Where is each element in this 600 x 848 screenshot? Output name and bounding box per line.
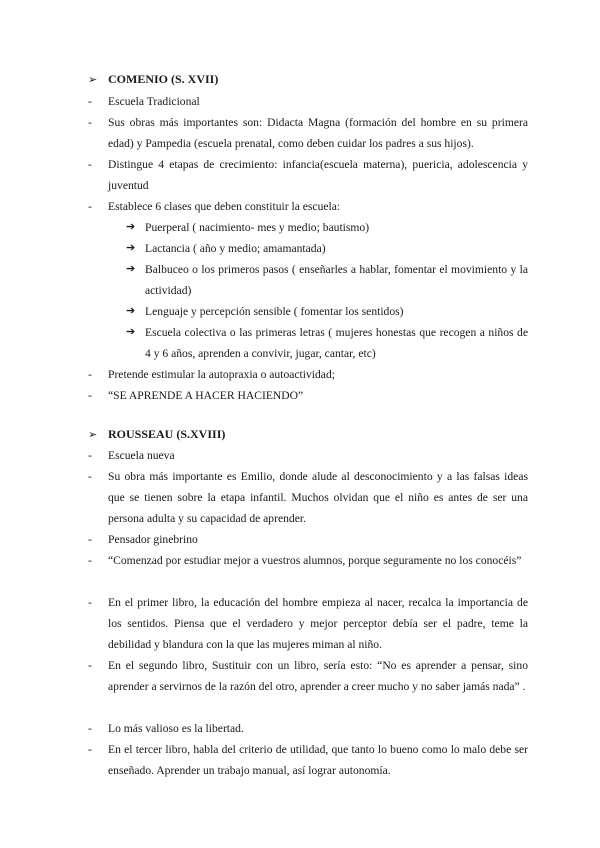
list-item-text: Sus obras más importantes son: Didacta Magna (formación del hombre en su primera edad) y Pampedia (escuela prenatal, como deben cuidar los padres a sus hijos). [108, 116, 528, 150]
list-item [88, 154, 528, 196]
right-arrow-icon: ➔ [126, 221, 136, 233]
dash-bullet: - [88, 200, 92, 213]
arrowhead-bullet-icon: ➢ [88, 73, 98, 86]
dash-bullet: - [88, 95, 92, 108]
list-item-text: Pensador ginebrino [108, 533, 198, 546]
dash-bullet: - [88, 389, 92, 402]
list-item-text: Establece 6 clases que deben constituir la escuela: [108, 200, 341, 213]
sub-item-text: Balbuceo o los primeros pasos ( enseñarles a hablar, fomentar el movimiento y la actividad) [145, 263, 528, 297]
section-heading-comenio [88, 70, 218, 88]
right-arrow-icon: ➔ [126, 305, 136, 317]
list-item-text: Lo más valioso es la libertad. [108, 722, 244, 735]
sub-item-text: Escuela colectiva o las primeras letras ( mujeres honestas que recogen a niños de 4 y 6 años, aprenden a convivir, jugar, cantar, etc) [145, 326, 528, 360]
list-item-text: “Comenzad por estudiar mejor a vuestros alumnos, porque seguramente no los conocéis” [108, 554, 522, 567]
sub-item-text: Puerperal ( nacimiento- mes y medio; bautismo) [145, 221, 370, 234]
section-heading-rousseau [88, 425, 225, 443]
list-item-text: En el tercer libro, habla del criterio de utilidad, que tanto lo bueno como lo malo debe ser enseñado. Aprender un trabajo manual, así lograr autonomía. [108, 743, 528, 777]
list-item [88, 112, 528, 154]
list-item-text: “SE APRENDE A HACER HACIENDO” [108, 389, 304, 402]
arrowhead-bullet-icon: ➢ [88, 428, 98, 441]
dash-bullet: - [88, 368, 92, 381]
dash-bullet: - [88, 554, 92, 567]
dash-bullet: - [88, 470, 92, 483]
dash-bullet: - [88, 449, 92, 462]
list-item [88, 592, 528, 655]
sub-list-item [126, 322, 528, 364]
list-item [88, 739, 528, 781]
sub-item-text: Lactancia ( año y medio; amamantada) [145, 242, 326, 255]
dash-bullet: - [88, 596, 92, 609]
list-item [88, 529, 528, 550]
list-item-text: Escuela nueva [108, 449, 175, 462]
sub-list-item [126, 238, 528, 259]
list-item [88, 550, 528, 571]
dash-bullet: - [88, 659, 92, 672]
dash-bullet: - [88, 722, 92, 735]
sub-list-item [126, 217, 528, 238]
right-arrow-icon: ➔ [126, 263, 136, 275]
list-item [88, 718, 528, 739]
list-item-text: Su obra más importante es Emilio, donde alude al desconocimiento y a las falsas ideas que se tienen sobre la etapa infantil. Muchos olvidan que el niño es antes de ser una persona adulta y su capacidad de aprender. [108, 470, 528, 525]
list-item [88, 364, 528, 385]
dash-bullet: - [88, 116, 92, 129]
list-item-text: Pretende estimular la autopraxia o autoactividad; [108, 368, 335, 381]
dash-bullet: - [88, 158, 92, 171]
list-item [88, 91, 528, 112]
list-item [88, 196, 528, 217]
list-item [88, 466, 528, 529]
heading-text: COMENIO (S. XVII) [108, 71, 219, 86]
heading-text: ROUSSEAU (S.XVIII) [108, 426, 226, 441]
list-item [88, 385, 528, 406]
list-item-text: En el segundo libro, Sustituir con un libro, sería esto: “No es aprender a pensar, sino aprender a servirnos de la razón del otro, aprender a creer mucho y no saber jamás nada” . [108, 659, 528, 693]
sub-list-item [126, 301, 528, 322]
dash-bullet: - [88, 533, 92, 546]
sub-list-item [126, 259, 528, 301]
list-item-text: Escuela Tradicional [108, 95, 200, 108]
list-item [88, 655, 528, 697]
list-item-text: Distingue 4 etapas de crecimiento: infancia(escuela materna), puericia, adolescencia y juventud [108, 158, 528, 192]
list-item-text: En el primer libro, la educación del hombre empieza al nacer, recalca la importancia de los sentidos. Piensa que el verdadero y mejor perceptor debía ser el padre, teme la debilidad y blandura con la que las mujeres miman al niño. [108, 596, 528, 651]
right-arrow-icon: ➔ [126, 242, 136, 254]
sub-item-text: Lenguaje y percepción sensible ( fomentar los sentidos) [145, 305, 404, 318]
dash-bullet: - [88, 743, 92, 756]
list-item [88, 445, 528, 466]
right-arrow-icon: ➔ [126, 326, 136, 338]
